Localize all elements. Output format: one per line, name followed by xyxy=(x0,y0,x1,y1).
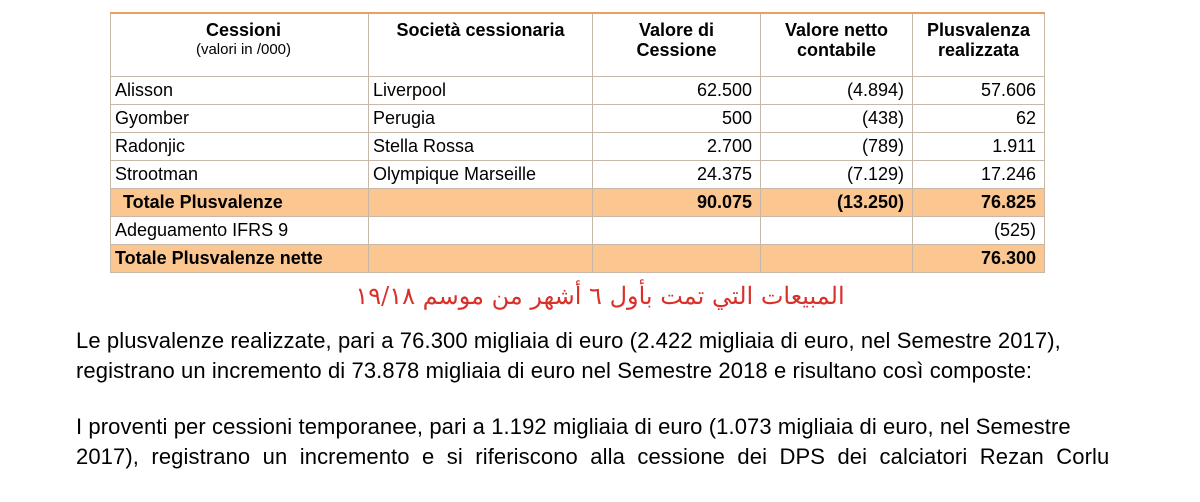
adjustment-row xyxy=(111,217,1045,245)
table-header-row xyxy=(111,13,1045,77)
total-label: Totale Plusvalenze xyxy=(111,189,369,217)
capital-gain: 1.911 xyxy=(913,133,1045,161)
header-cessioni-sub: (valori in /000) xyxy=(195,41,292,58)
net-total-empty xyxy=(761,245,913,273)
adjustment-empty xyxy=(761,217,913,245)
adjustment-value: (525) xyxy=(913,217,1045,245)
total-row xyxy=(111,189,1045,217)
paragraph-line: Le plusvalenze realizzate, pari a 76.300 migliaia di euro (2.422 migliaia di euro, nel Semestre 2017), xyxy=(76,328,1061,353)
player-name: Alisson xyxy=(111,77,369,105)
net-total-value: 76.300 xyxy=(913,245,1045,273)
capital-gain: 57.606 xyxy=(913,77,1045,105)
adjustment-empty xyxy=(593,217,761,245)
net-total-row xyxy=(111,245,1045,273)
total-net-book-value: (13.250) xyxy=(761,189,913,217)
adjustment-empty xyxy=(369,217,593,245)
net-book-value: (4.894) xyxy=(761,77,913,105)
total-sale-value: 90.075 xyxy=(593,189,761,217)
arabic-caption: المبيعات التي تمت بأول ٦ أشهر من موسم ١٩/١٨ xyxy=(355,282,845,310)
table-row xyxy=(111,133,1045,161)
club-name: Stella Rossa xyxy=(369,133,593,161)
capital-gain: 62 xyxy=(913,105,1045,133)
paragraph-line: registrano un incremento di 73.878 migliaia di euro nel Semestre 2018 e risultano così composte: xyxy=(76,358,1033,383)
net-book-value: (438) xyxy=(761,105,913,133)
player-name: Radonjic xyxy=(111,133,369,161)
sale-value: 500 xyxy=(593,105,761,133)
table-row xyxy=(111,77,1045,105)
net-total-label: Totale Plusvalenze nette xyxy=(111,245,369,273)
transfer-table-container xyxy=(110,12,1044,273)
transfer-table xyxy=(110,12,1045,273)
header-valore-netto: Valore netto contabile xyxy=(761,13,913,77)
total-empty xyxy=(369,189,593,217)
club-name: Liverpool xyxy=(369,77,593,105)
paragraph-line: 2017), registrano un incremento e si riferiscono alla cessione dei DPS dei calciatori Rezan Corlu xyxy=(76,444,1110,469)
header-valore-cessione: Valore di Cessione xyxy=(593,13,761,77)
player-name: Gyomber xyxy=(111,105,369,133)
table-row xyxy=(111,105,1045,133)
net-book-value: (789) xyxy=(761,133,913,161)
header-cessioni: Cessioni (valori in /000) xyxy=(111,13,369,77)
paragraph-line: I proventi per cessioni temporanee, pari a 1.192 migliaia di euro (1.073 migliaia di euro, nel Semestre xyxy=(76,414,1071,439)
sale-value: 24.375 xyxy=(593,161,761,189)
paragraph-plusvalenze xyxy=(76,326,1176,386)
sale-value: 62.500 xyxy=(593,77,761,105)
net-total-empty xyxy=(593,245,761,273)
adjustment-label: Adeguamento IFRS 9 xyxy=(111,217,369,245)
net-book-value: (7.129) xyxy=(761,161,913,189)
sale-value: 2.700 xyxy=(593,133,761,161)
total-capital-gain: 76.825 xyxy=(913,189,1045,217)
net-total-empty xyxy=(369,245,593,273)
header-plusvalenza: Plusvalenza realizzata xyxy=(913,13,1045,77)
player-name: Strootman xyxy=(111,161,369,189)
paragraph-proventi xyxy=(76,412,1176,472)
club-name: Olympique Marseille xyxy=(369,161,593,189)
table-row xyxy=(111,161,1045,189)
club-name: Perugia xyxy=(369,105,593,133)
capital-gain: 17.246 xyxy=(913,161,1045,189)
header-societa: Società cessionaria xyxy=(369,13,593,77)
